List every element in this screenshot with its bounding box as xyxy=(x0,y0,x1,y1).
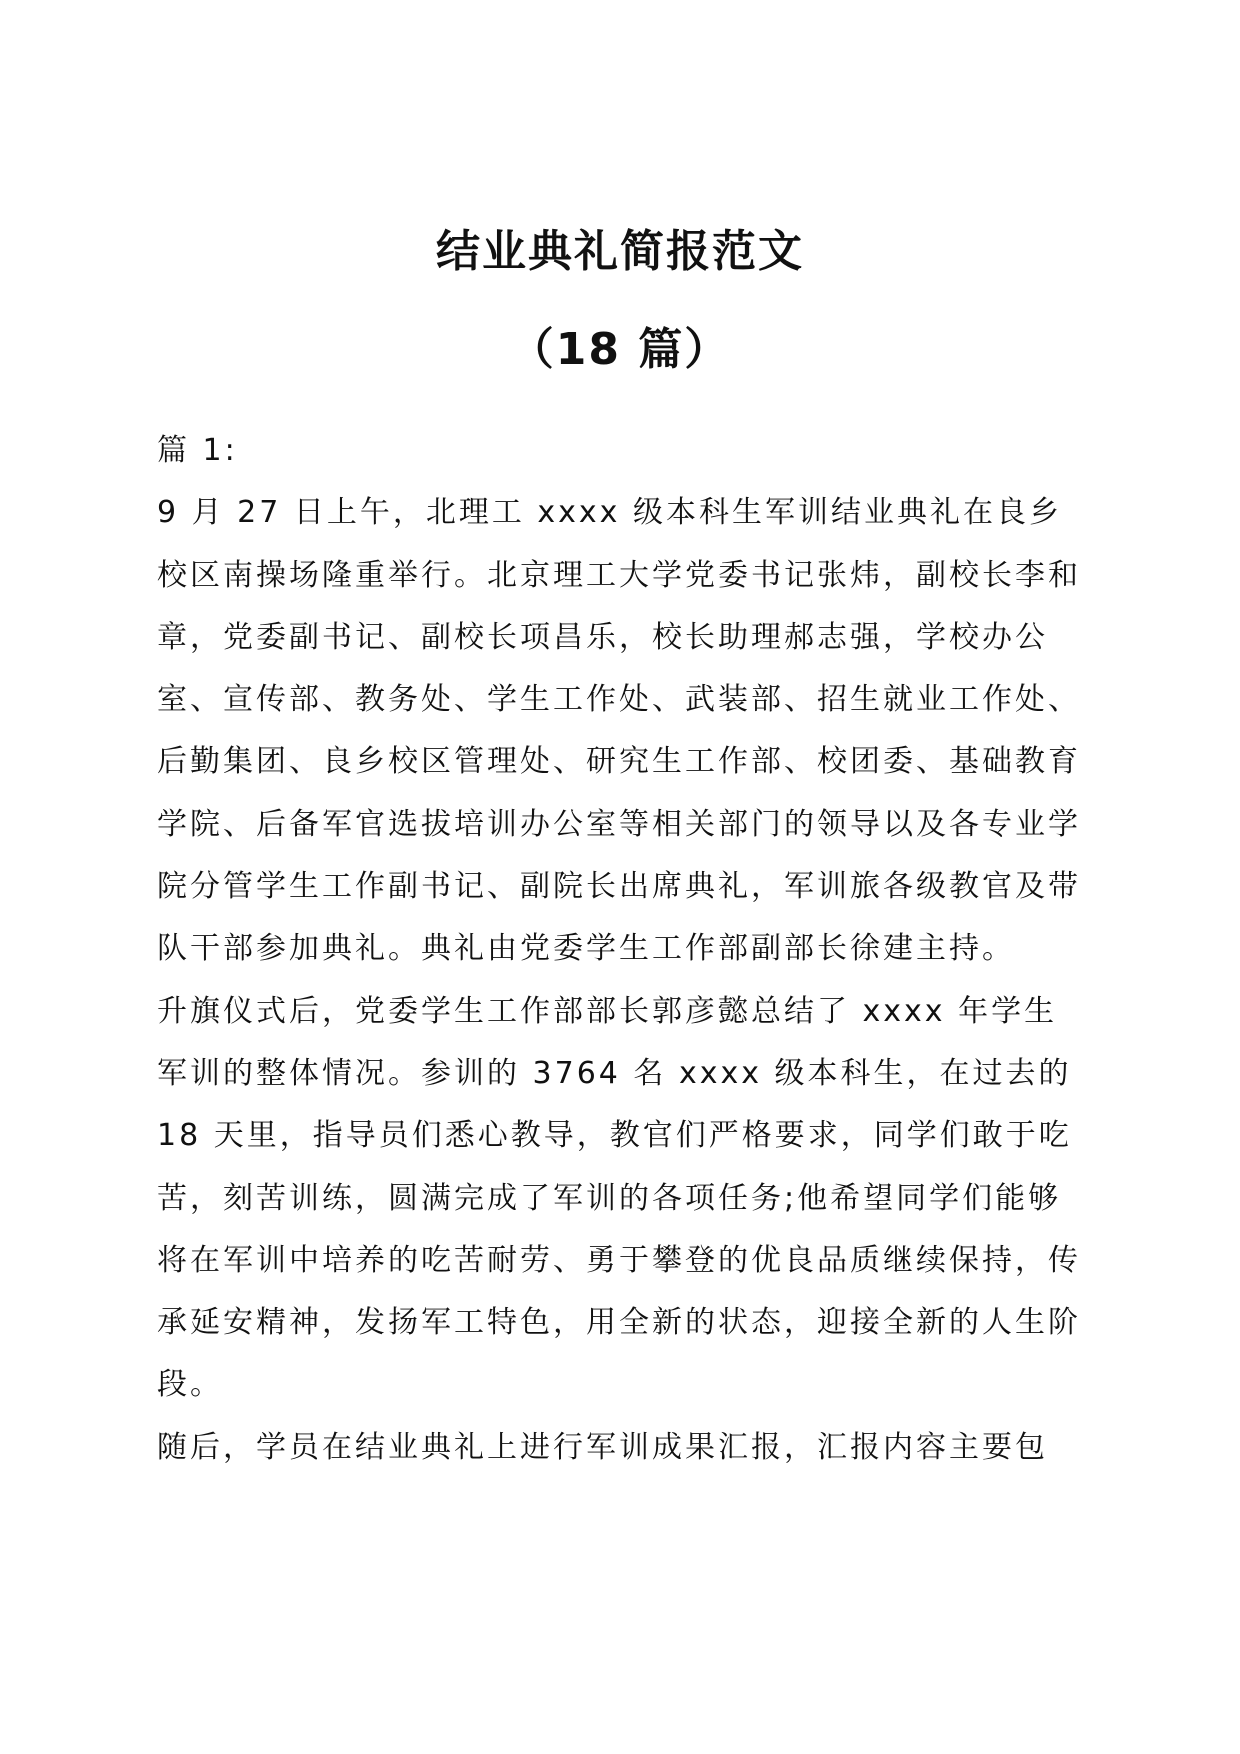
paragraph-1: 9 月 27 日上午，北理工 xxxx 级本科生军训结业典礼在良乡校区南操场隆重举行。北京理工大学党委书记张炜，副校长李和章，党委副书记、副校长项昌乐，校长助理郝志强，学校办公室、宣传部、教务处、学生工作处、武装部、招生就业工作处、后勤集团、良乡校区管理处、研究生工作部、校团委、基础教育学院、后备军官选拔培训办公室等相关部门的领导以及各专业学院分管学生工作副书记、副院长出席典礼，军训旅各级教官及带队干部参加典礼。典礼由党委学生工作部副部长徐建主持。 xyxy=(157,495,1081,967)
document-title: 结业典礼简报范文 xyxy=(436,226,804,277)
paragraph-2: 升旗仪式后，党委学生工作部部长郭彦懿总结了 xxxx 年学生军训的整体情况。参训的 3764 名 xxxx 级本科生，在过去的 18 天里，指导员们悉心教导，教官们严格要求，同学们敢于吃苦，刻苦训练，圆满完成了军训的各项任务;他希望同学们能够将在军训中培养的吃苦耐劳、勇于攀登的优良品质继续保持，传承延安精神，发扬军工特色，用全新的状态，迎接全新的人生阶段。 xyxy=(157,993,1081,1403)
document-subtitle: （18 篇） xyxy=(509,324,731,375)
document-body xyxy=(157,420,1087,1479)
section-label: 篇 1: xyxy=(157,433,238,468)
paragraph-3: 随后，学员在结业典礼上进行军训成果汇报，汇报内容主要包 xyxy=(157,1429,1048,1465)
